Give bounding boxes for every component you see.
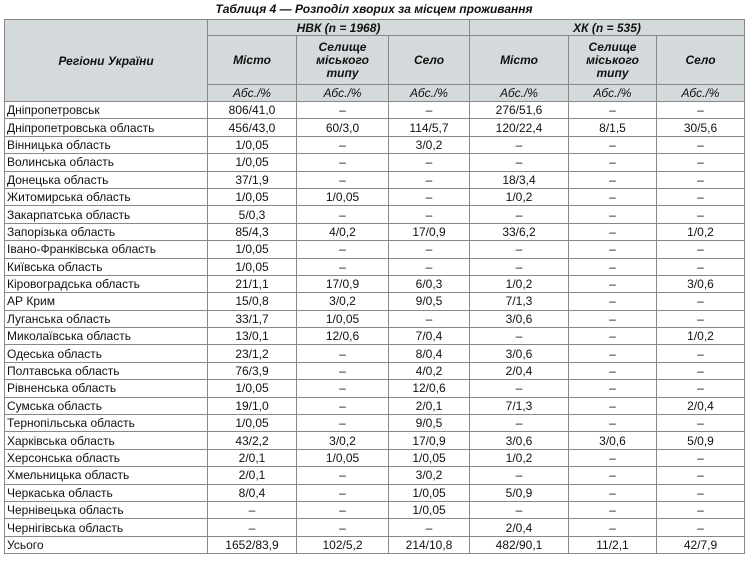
value-cell: 2/0,4 — [470, 519, 569, 536]
value-cell: – — [657, 519, 745, 536]
value-cell: 806/41,0 — [208, 102, 297, 119]
table-row — [5, 345, 745, 362]
table-row — [5, 293, 745, 310]
value-cell: – — [569, 171, 657, 188]
region-cell: Луганська область — [5, 310, 208, 327]
table-row — [5, 432, 745, 449]
table-row — [5, 501, 745, 518]
table-caption: Таблиця 4 — Розподіл хворих за місцем проживання — [215, 2, 533, 16]
value-cell: – — [297, 154, 389, 171]
value-cell: 276/51,6 — [470, 102, 569, 119]
region-cell: Дніпропетровська область — [5, 119, 208, 136]
value-cell: – — [297, 241, 389, 258]
value-cell: 1/0,2 — [470, 275, 569, 292]
value-cell: – — [569, 501, 657, 518]
region-cell: Чернівецька область — [5, 501, 208, 518]
table-row — [5, 223, 745, 240]
value-cell: 1/0,05 — [208, 154, 297, 171]
value-cell: – — [470, 154, 569, 171]
value-cell: 456/43,0 — [208, 119, 297, 136]
table-row — [5, 467, 745, 484]
value-cell: 13/0,1 — [208, 328, 297, 345]
header-unit: Абс./% — [569, 85, 657, 102]
value-cell: – — [297, 345, 389, 362]
value-cell: – — [657, 345, 745, 362]
value-cell: 7/1,3 — [470, 293, 569, 310]
value-cell: 8/1,5 — [569, 119, 657, 136]
region-cell: Київська область — [5, 258, 208, 275]
value-cell: – — [657, 136, 745, 153]
table-row — [5, 136, 745, 153]
value-cell: 85/4,3 — [208, 223, 297, 240]
region-cell: Херсонська область — [5, 449, 208, 466]
value-cell: – — [569, 293, 657, 310]
table-row — [5, 275, 745, 292]
value-cell: – — [297, 362, 389, 379]
value-cell: 5/0,3 — [208, 206, 297, 223]
value-cell: – — [297, 136, 389, 153]
value-cell: 1/0,2 — [657, 223, 745, 240]
value-cell: – — [208, 519, 297, 536]
value-cell: – — [569, 397, 657, 414]
value-cell: 5/0,9 — [657, 432, 745, 449]
value-cell: – — [569, 519, 657, 536]
value-cell: 1/0,2 — [657, 328, 745, 345]
value-cell: – — [657, 362, 745, 379]
value-cell: – — [569, 136, 657, 153]
region-cell: АР Крим — [5, 293, 208, 310]
value-cell: – — [389, 310, 470, 327]
value-cell: – — [470, 258, 569, 275]
table-row — [5, 206, 745, 223]
value-cell: 1/0,05 — [389, 449, 470, 466]
value-cell: – — [297, 380, 389, 397]
value-cell: – — [389, 206, 470, 223]
value-cell: – — [569, 345, 657, 362]
value-cell: 3/0,6 — [470, 310, 569, 327]
value-cell: 214/10,8 — [389, 536, 470, 553]
value-cell: – — [657, 380, 745, 397]
header-unit: Абс./% — [470, 85, 569, 102]
value-cell: – — [470, 206, 569, 223]
region-cell: Усього — [5, 536, 208, 553]
value-cell: – — [569, 154, 657, 171]
table-row — [5, 397, 745, 414]
value-cell: 3/0,2 — [297, 432, 389, 449]
value-cell: – — [657, 310, 745, 327]
value-cell: 8/0,4 — [208, 484, 297, 501]
header-region: Регіони України — [5, 20, 208, 102]
header-group-nvk: НВК (n = 1968) — [208, 20, 470, 36]
table-row — [5, 119, 745, 136]
region-cell: Донецька область — [5, 171, 208, 188]
value-cell: – — [470, 328, 569, 345]
value-cell: 1/0,2 — [470, 449, 569, 466]
value-cell: 7/0,4 — [389, 328, 470, 345]
value-cell: 33/6,2 — [470, 223, 569, 240]
value-cell: 1/0,05 — [208, 258, 297, 275]
region-cell: Сумська область — [5, 397, 208, 414]
value-cell: – — [657, 171, 745, 188]
header-unit: Абс./% — [657, 85, 745, 102]
value-cell: – — [569, 449, 657, 466]
value-cell: 43/2,2 — [208, 432, 297, 449]
region-cell: Тернопільська область — [5, 415, 208, 432]
table-body — [5, 102, 745, 554]
header-sub: Селище міського типу — [297, 36, 389, 85]
region-cell: Хмельницька область — [5, 467, 208, 484]
region-cell: Черкаська область — [5, 484, 208, 501]
region-cell: Рівненська область — [5, 380, 208, 397]
table-row — [5, 328, 745, 345]
value-cell: 17/0,9 — [297, 275, 389, 292]
value-cell: 33/1,7 — [208, 310, 297, 327]
value-cell: 3/0,6 — [470, 432, 569, 449]
region-cell: Запорізька область — [5, 223, 208, 240]
value-cell: – — [208, 501, 297, 518]
value-cell: – — [569, 223, 657, 240]
table-row — [5, 241, 745, 258]
region-cell: Івано-Франківська область — [5, 241, 208, 258]
value-cell: 3/0,6 — [657, 275, 745, 292]
table-row — [5, 415, 745, 432]
region-cell: Кіровоградська область — [5, 275, 208, 292]
value-cell: – — [297, 484, 389, 501]
value-cell: – — [657, 467, 745, 484]
value-cell: 1/0,05 — [208, 380, 297, 397]
value-cell: – — [470, 467, 569, 484]
value-cell: – — [569, 467, 657, 484]
value-cell: 19/1,0 — [208, 397, 297, 414]
value-cell: 1/0,05 — [208, 188, 297, 205]
region-cell: Вінницька область — [5, 136, 208, 153]
value-cell: 12/0,6 — [297, 328, 389, 345]
table-row — [5, 188, 745, 205]
value-cell: – — [569, 484, 657, 501]
value-cell: – — [389, 102, 470, 119]
value-cell: 1/0,05 — [297, 188, 389, 205]
value-cell: 7/1,3 — [470, 397, 569, 414]
value-cell: 5/0,9 — [470, 484, 569, 501]
table-row — [5, 449, 745, 466]
value-cell: – — [569, 310, 657, 327]
value-cell: – — [470, 501, 569, 518]
value-cell: – — [297, 415, 389, 432]
value-cell: 23/1,2 — [208, 345, 297, 362]
value-cell: – — [657, 258, 745, 275]
value-cell: 1/0,05 — [208, 241, 297, 258]
value-cell: – — [569, 258, 657, 275]
table-row — [5, 258, 745, 275]
value-cell: – — [569, 241, 657, 258]
value-cell: – — [657, 449, 745, 466]
header-sub: Селище міського типу — [569, 36, 657, 85]
region-cell: Полтавська область — [5, 362, 208, 379]
value-cell: – — [657, 415, 745, 432]
region-cell: Закарпатська область — [5, 206, 208, 223]
value-cell: 2/0,1 — [208, 449, 297, 466]
region-cell: Миколаївська область — [5, 328, 208, 345]
value-cell: 2/0,4 — [470, 362, 569, 379]
value-cell: – — [657, 102, 745, 119]
value-cell: 1/0,05 — [389, 501, 470, 518]
region-cell: Житомирська область — [5, 188, 208, 205]
value-cell: – — [297, 397, 389, 414]
value-cell: 18/3,4 — [470, 171, 569, 188]
value-cell: – — [297, 467, 389, 484]
value-cell: 21/1,1 — [208, 275, 297, 292]
value-cell: – — [297, 206, 389, 223]
value-cell: 17/0,9 — [389, 432, 470, 449]
value-cell: 482/90,1 — [470, 536, 569, 553]
value-cell: 9/0,5 — [389, 415, 470, 432]
value-cell: 15/0,8 — [208, 293, 297, 310]
value-cell: – — [297, 171, 389, 188]
table-row — [5, 536, 745, 553]
value-cell: 4/0,2 — [389, 362, 470, 379]
value-cell: 102/5,2 — [297, 536, 389, 553]
value-cell: 3/0,2 — [297, 293, 389, 310]
value-cell: – — [569, 415, 657, 432]
value-cell: – — [657, 188, 745, 205]
value-cell: 17/0,9 — [389, 223, 470, 240]
table-row — [5, 310, 745, 327]
region-cell: Дніпропетровськ — [5, 102, 208, 119]
value-cell: – — [389, 258, 470, 275]
region-cell: Чернігівська область — [5, 519, 208, 536]
value-cell: 8/0,4 — [389, 345, 470, 362]
table-row — [5, 484, 745, 501]
value-cell: 2/0,4 — [657, 397, 745, 414]
value-cell: – — [297, 258, 389, 275]
table-row — [5, 519, 745, 536]
value-cell: 37/1,9 — [208, 171, 297, 188]
header-sub: Село — [389, 36, 470, 85]
region-cell: Харківська область — [5, 432, 208, 449]
table-row — [5, 380, 745, 397]
value-cell: – — [470, 241, 569, 258]
value-cell: 3/0,6 — [470, 345, 569, 362]
header-sub: Місто — [470, 36, 569, 85]
value-cell: 3/0,6 — [569, 432, 657, 449]
value-cell: 76/3,9 — [208, 362, 297, 379]
value-cell: – — [569, 188, 657, 205]
value-cell: 3/0,2 — [389, 467, 470, 484]
value-cell: – — [569, 380, 657, 397]
value-cell: 9/0,5 — [389, 293, 470, 310]
header-group-hk: ХК (n = 535) — [470, 20, 745, 36]
value-cell: – — [569, 362, 657, 379]
value-cell: – — [470, 380, 569, 397]
value-cell: – — [569, 275, 657, 292]
value-cell: 42/7,9 — [657, 536, 745, 553]
value-cell: – — [657, 206, 745, 223]
value-cell: – — [389, 171, 470, 188]
region-cell: Волинська область — [5, 154, 208, 171]
value-cell: 1/0,05 — [208, 415, 297, 432]
value-cell: 2/0,1 — [389, 397, 470, 414]
value-cell: 1652/83,9 — [208, 536, 297, 553]
value-cell: – — [470, 415, 569, 432]
value-cell: 1/0,05 — [208, 136, 297, 153]
value-cell: – — [569, 102, 657, 119]
value-cell: 1/0,2 — [470, 188, 569, 205]
value-cell: 1/0,05 — [297, 310, 389, 327]
table-row — [5, 171, 745, 188]
value-cell: – — [297, 519, 389, 536]
value-cell: 4/0,2 — [297, 223, 389, 240]
header-sub: Місто — [208, 36, 297, 85]
value-cell: – — [389, 188, 470, 205]
value-cell: – — [657, 293, 745, 310]
value-cell: – — [389, 154, 470, 171]
value-cell: – — [297, 102, 389, 119]
value-cell: – — [657, 501, 745, 518]
data-table — [4, 19, 745, 554]
value-cell: – — [569, 206, 657, 223]
value-cell: – — [657, 484, 745, 501]
value-cell: – — [470, 136, 569, 153]
value-cell: 3/0,2 — [389, 136, 470, 153]
table-row — [5, 362, 745, 379]
table-row — [5, 154, 745, 171]
value-cell: – — [297, 501, 389, 518]
value-cell: 60/3,0 — [297, 119, 389, 136]
value-cell: 114/5,7 — [389, 119, 470, 136]
value-cell: 1/0,05 — [389, 484, 470, 501]
value-cell: – — [389, 241, 470, 258]
value-cell: – — [657, 241, 745, 258]
table-row — [5, 102, 745, 119]
value-cell: – — [389, 519, 470, 536]
value-cell: – — [569, 328, 657, 345]
value-cell: 11/2,1 — [569, 536, 657, 553]
value-cell: 2/0,1 — [208, 467, 297, 484]
value-cell: 6/0,3 — [389, 275, 470, 292]
header-unit: Абс./% — [208, 85, 297, 102]
value-cell: 1/0,05 — [297, 449, 389, 466]
value-cell: 120/22,4 — [470, 119, 569, 136]
header-unit: Абс./% — [297, 85, 389, 102]
value-cell: 12/0,6 — [389, 380, 470, 397]
header-unit: Абс./% — [389, 85, 470, 102]
value-cell: 30/5,6 — [657, 119, 745, 136]
header-sub: Село — [657, 36, 745, 85]
value-cell: – — [657, 154, 745, 171]
region-cell: Одеська область — [5, 345, 208, 362]
